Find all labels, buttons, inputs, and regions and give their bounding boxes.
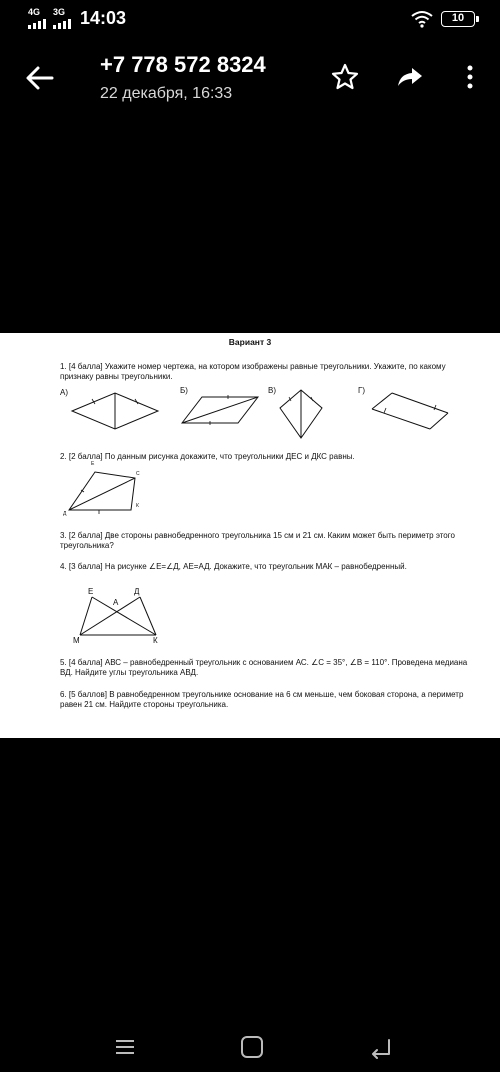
back-icon[interactable] xyxy=(365,1032,395,1062)
network-type-2: 3G xyxy=(53,7,66,17)
navigation-bar xyxy=(0,1020,500,1072)
status-bar xyxy=(0,0,500,38)
question-5: 5. [4 балла] АВС – равнобедренный треугольник с основанием АС. ∠С = 35°, ∠В = 110°. Проведена медиана ВД. Найдите углы треугольника АВД. xyxy=(60,658,468,677)
figure-d xyxy=(370,391,450,431)
signal-icon xyxy=(28,19,46,29)
signal-icon xyxy=(53,19,71,29)
q4-label-k: К xyxy=(153,636,158,645)
option-c-label: В) xyxy=(268,386,276,395)
question-3: 3. [2 балла] Две стороны равнобедренного треугольника 15 см и 21 см. Каким может быть периметр этого треугольника? xyxy=(60,531,455,550)
figure-c xyxy=(278,388,324,440)
variant-title: Вариант 3 xyxy=(228,337,272,347)
document-image[interactable] xyxy=(0,333,500,738)
question-6: 6. [5 баллов] В равнобедренном треугольнике основание на 6 см меньше, чем боковая сторона, а периметр равен 21 см. Найдите стороны треугольника. xyxy=(60,690,464,709)
q2-label-c: С xyxy=(136,471,140,477)
contact-title: +7 778 572 8324 xyxy=(100,52,266,77)
question-2: 2. [2 балла] По данным рисунка докажите, что треугольники ДЕС и ДКС равны. xyxy=(60,452,355,461)
home-icon[interactable] xyxy=(237,1032,267,1062)
figure-q2 xyxy=(65,466,145,514)
message-date: 22 декабря, 16:33 xyxy=(100,85,233,102)
figure-b xyxy=(180,395,260,425)
star-icon[interactable] xyxy=(330,62,360,92)
wifi-icon xyxy=(410,10,434,28)
share-icon[interactable] xyxy=(395,62,425,92)
more-vertical-icon[interactable] xyxy=(455,62,485,92)
q2-label-k: К xyxy=(136,503,139,509)
q4-label-a: А xyxy=(113,598,119,607)
question-4: 4. [3 балла] На рисунке ∠Е=∠Д, АЕ=АД. Докажите, что треугольник МАК – равнобедренный. xyxy=(60,562,407,571)
q2-label-e: Е xyxy=(91,461,95,467)
option-d-label: Г) xyxy=(358,386,365,395)
option-b-label: Б) xyxy=(180,386,188,395)
network-type-1: 4G xyxy=(28,7,41,17)
q2-label-d: Д xyxy=(63,511,67,517)
arrow-left-icon[interactable] xyxy=(22,60,58,96)
figure-a xyxy=(70,391,160,431)
option-a-label: А) xyxy=(60,388,68,397)
q4-label-d: Д xyxy=(134,587,140,596)
q4-label-m: М xyxy=(73,636,80,645)
q4-label-e: Е xyxy=(88,587,94,596)
question-1: 1. [4 балла] Укажите номер чертежа, на котором изображены равные треугольники. Укажите, по какому признаку равны треугольники. xyxy=(60,362,446,381)
battery-indicator: 10 xyxy=(441,11,475,27)
menu-icon[interactable] xyxy=(110,1032,140,1062)
status-time: 14:03 xyxy=(80,8,127,28)
